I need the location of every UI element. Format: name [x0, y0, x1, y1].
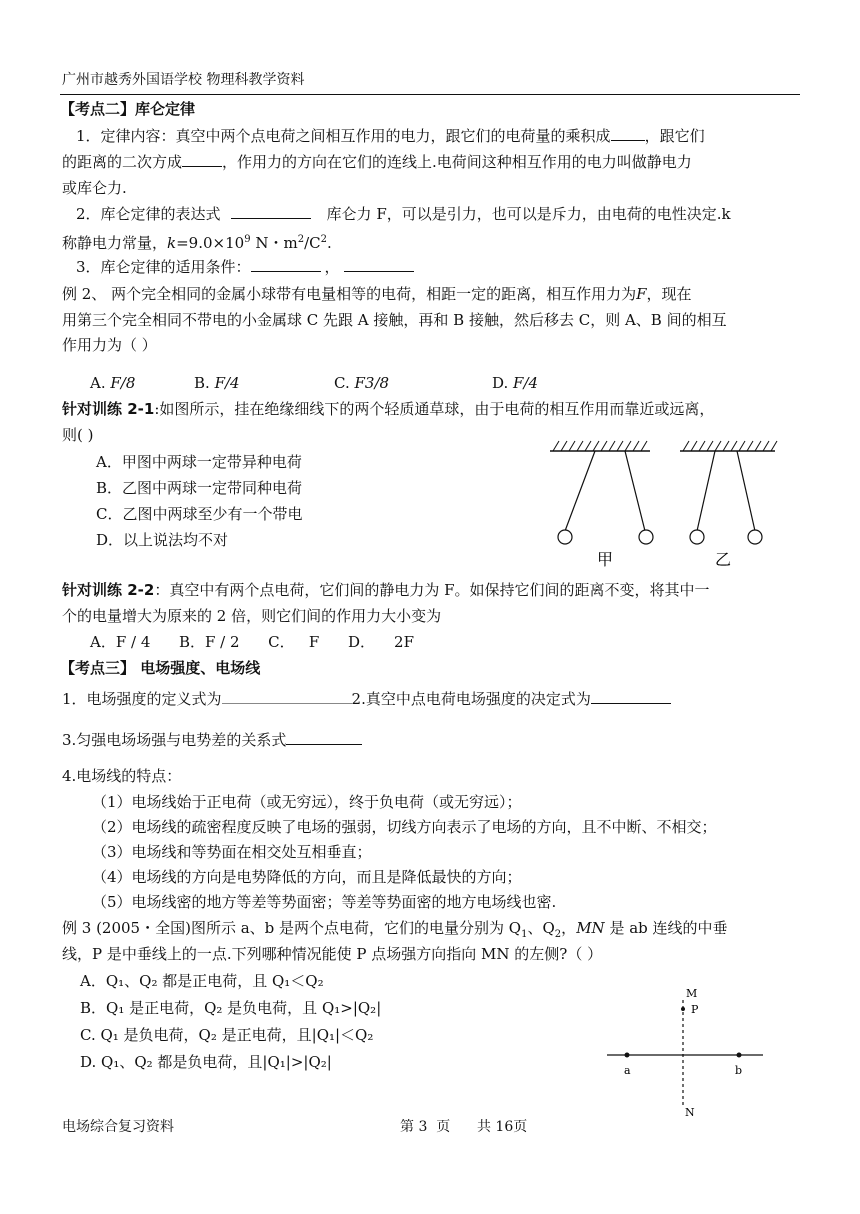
ex3-line2: 线，P 是中垂线上的一点.下列哪种情况能使 P 点场强方向指向 MN 的左侧?（ ）: [62, 945, 603, 963]
ex2-option-c-text: F3/8: [354, 374, 390, 392]
kd2-p2-line2: [62, 230, 332, 253]
k-unit-exp1: 2: [297, 234, 305, 245]
fig-label-a: a: [624, 1064, 631, 1077]
kd2-p1-line3: 或库仑力.: [62, 179, 127, 197]
k-exp: 9: [244, 234, 251, 245]
fig-label-N: N: [685, 1106, 695, 1119]
ex2-option-a-text: F/8: [110, 374, 136, 392]
kd2-p1-line1: [76, 126, 705, 146]
ex3-sub1: 1: [521, 929, 528, 940]
kd3-q3: [62, 730, 362, 750]
kd2-p1-text-d: ，作用力的方向在它们的连线上.电荷间这种相互作用的电力叫做静电力: [222, 153, 692, 171]
kd3-feature-1: （1）电场线始于正电荷（或无穷远），终于负电荷（或无穷远）；: [92, 793, 522, 811]
t21-line2: 则( ): [62, 426, 94, 444]
ex3-option-b[interactable]: B．Q₁ 是正电荷，Q₂ 是负电荷，且 Q₁>|Q₂|: [80, 999, 382, 1017]
ex3-line1: [62, 918, 728, 945]
blank-8[interactable]: [286, 730, 362, 745]
t22-options[interactable]: A．F / 4 B．F / 2 C． F D． 2F: [90, 633, 415, 651]
kd3-feature-3: （3）电场线和等势面在相交处互相垂直；: [92, 843, 372, 861]
k-unit-a: N・m: [250, 234, 298, 252]
ex2-option-b-text: F/4: [214, 374, 240, 392]
ex2-line1: [62, 284, 692, 304]
fig-label-P: P: [691, 1003, 699, 1016]
kd3-q1-text: 1．电场强度的定义式为: [62, 690, 222, 708]
k-symbol: k: [167, 234, 177, 252]
section-title-kd3: 【考点三】 电场强度、电场线: [60, 659, 261, 677]
kd3-feature-4: （4）电场线的方向是电势降低的方向，而且是降低最快的方向；: [92, 868, 522, 886]
kd3-q3-text: 3.匀强电场场强与电势差的关系式: [62, 731, 287, 749]
ex2-option-d-label: D.: [492, 374, 509, 392]
blank-5[interactable]: [344, 257, 414, 272]
ex3-text-a: 例 3 (2005・全国)图所示 a、b 是两个点电荷，它们的电量分别为 Q: [62, 919, 522, 937]
blank-4[interactable]: [251, 257, 321, 272]
kd2-p1-text-b: ，跟它们: [644, 127, 705, 145]
kd3-q4: 4.电场线的特点：: [62, 767, 182, 785]
k-value: =9.0×10: [176, 234, 245, 252]
kd2-p3-text-a: 3．库仑定律的适用条件：: [76, 258, 251, 276]
kd3-q2-text: 2.真空中点电荷电场强度的决定式为: [351, 690, 591, 708]
ex3-text-b: 、Q: [527, 919, 555, 937]
t22-title: 针对训练 2-2: [62, 581, 155, 599]
k-unit-exp2: 2: [320, 234, 327, 245]
blank-6[interactable]: [222, 689, 352, 704]
t22-text: ：真空中有两个点电荷，它们间的静电力为 F。如保持它们间的距离不变，将其中一: [154, 581, 710, 599]
ex3-option-c[interactable]: C. Q₁ 是负电荷，Q₂ 是正电荷，且|Q₁|＜Q₂: [80, 1026, 374, 1044]
ex2-option-b-label: B.: [194, 374, 210, 392]
charge-figure: [605, 980, 775, 1120]
ex2-text-b: ，现在: [646, 285, 692, 303]
fig-label-jia: 甲: [597, 550, 614, 569]
kd3-feature-2: （2）电场线的疏密程度反映了电场的强弱，切线方向表示了电场的方向，且不中断、不相交；: [92, 818, 717, 836]
kd3-feature-5: （5）电场线密的地方等差等势面密；等差等势面密的地方电场线也密.: [92, 893, 557, 911]
ex2-line2: 用第三个完全相同不带电的小金属球 C 先跟 A 接触，再和 B 接触，然后移去 C，则 A、B 间的相互: [62, 311, 727, 329]
t22-line1: [62, 580, 710, 600]
t21-option-a[interactable]: A．甲图中两球一定带异种电荷: [96, 453, 302, 471]
fig-label-b: b: [735, 1064, 743, 1077]
footer-page: 第 3 页 共 16页: [400, 1119, 528, 1135]
ex2-option-b[interactable]: [194, 373, 240, 393]
t22-line2: 个的电量增大为原来的 2 倍，则它们间的作用力大小变为: [62, 607, 442, 625]
t21-option-d[interactable]: D．以上说法均不对: [96, 531, 229, 549]
ex2-option-d-text: F/4: [513, 374, 539, 392]
header-rule: [60, 94, 800, 95]
kd2-p3-text-b: ，: [324, 258, 340, 276]
kd2-p2-text-b: 库仑力 F，可以是引力，也可以是斥力，由电荷的电性决定.k: [326, 205, 731, 223]
ex2-option-d[interactable]: [492, 373, 538, 393]
ex3-MN: MN: [576, 919, 605, 937]
kd2-p3: [76, 257, 414, 277]
t21-text: :如图所示，挂在绝缘细线下的两个轻质通草球，由于电荷的相互作用而靠近或远离，: [154, 400, 715, 418]
footer-left: 电场综合复习资料: [62, 1119, 174, 1135]
t21-title: 针对训练 2-1: [62, 400, 155, 418]
kd2-p2-text-c: 称静电力常量，: [62, 234, 168, 252]
blank-1[interactable]: [611, 126, 645, 141]
ex2-line3: 作用力为（ ）: [62, 336, 157, 354]
ex3-option-d[interactable]: D. Q₁、Q₂ 都是负电荷，且|Q₁|>|Q₂|: [80, 1053, 332, 1071]
pendulum-figure: [545, 433, 805, 573]
ex2-option-c-label: C.: [334, 374, 350, 392]
kd2-p1-line2: [62, 152, 692, 172]
ex2-option-c[interactable]: [334, 373, 389, 393]
kd2-p1-text-a: 1．定律内容：真空中两个点电荷之间相互作用的电力，跟它们的电荷量的乘积成: [76, 127, 611, 145]
ex2-option-a[interactable]: [90, 373, 135, 393]
kd2-p1-text-c: 的距离的二次方成: [62, 153, 183, 171]
t21-option-b[interactable]: B．乙图中两球一定带同种电荷: [96, 479, 303, 497]
ex3-option-a[interactable]: A．Q₁、Q₂ 都是正电荷，且 Q₁＜Q₂: [80, 972, 324, 990]
blank-2[interactable]: [182, 152, 222, 167]
fig-label-M: M: [686, 987, 698, 1000]
t21-option-c[interactable]: C．乙图中两球至少有一个带电: [96, 505, 303, 523]
kd3-q1: [62, 689, 671, 709]
ex3-sub2: 2: [554, 929, 562, 940]
ex2-F: F: [636, 285, 647, 303]
k-unit-end: .: [326, 234, 332, 252]
t21-line1: [62, 399, 714, 419]
ex3-text-d: 是 ab 连线的中垂: [604, 919, 728, 937]
section-title-kd2: 【考点二】库仑定律: [60, 100, 196, 118]
ex3-text-c: ，: [561, 919, 577, 937]
page-header: 广州市越秀外国语学校 物理科教学资料: [62, 72, 305, 88]
fig-label-yi: 乙: [715, 550, 732, 569]
k-unit-b: /C: [304, 234, 321, 252]
ex2-text-a: 例 2、 两个完全相同的金属小球带有电量相等的电荷，相距一定的距离，相互作用力为: [62, 285, 637, 303]
blank-7[interactable]: [591, 689, 671, 704]
ex2-option-a-label: A.: [90, 374, 106, 392]
kd2-p2-line1: [76, 204, 731, 224]
kd2-p2-text-a: 2．库仑定律的表达式: [76, 205, 221, 223]
blank-3[interactable]: [231, 204, 311, 219]
